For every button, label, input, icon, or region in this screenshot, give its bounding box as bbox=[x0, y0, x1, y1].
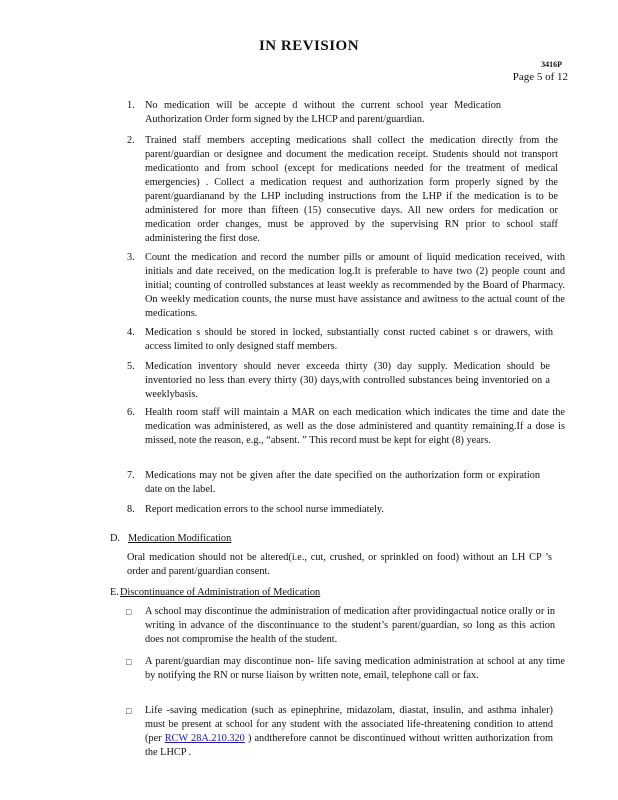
list-item-8 bbox=[127, 503, 445, 517]
item-text: Medication s should be stored in locked, substantially const ructed cabinet s or drawers, with access limited to only designed staff members. bbox=[145, 327, 553, 352]
checkbox-bullet-icon: □ bbox=[126, 657, 132, 667]
bullet-text bbox=[145, 704, 553, 760]
document-number: 3416P bbox=[541, 60, 562, 69]
list-item-7 bbox=[127, 469, 540, 497]
page-number: Page 5 of 12 bbox=[512, 71, 568, 83]
list-item-4 bbox=[127, 326, 553, 354]
item-number: 7. bbox=[127, 470, 135, 481]
bullet-item-2 bbox=[126, 655, 565, 683]
checkbox-bullet-icon: □ bbox=[126, 706, 132, 716]
section-title: Discontinuance of Administration of Medication bbox=[120, 587, 321, 598]
list-item-1 bbox=[127, 99, 501, 127]
item-number: 6. bbox=[127, 407, 135, 418]
section-d-body bbox=[127, 551, 552, 579]
rcw-link[interactable]: RCW 28A.210.320 bbox=[164, 733, 245, 744]
checkbox-bullet-icon: □ bbox=[126, 607, 132, 617]
list-item-5 bbox=[127, 360, 550, 402]
item-text: Health room staff will maintain a MAR on each medication which indicates the time and date the medication was administered, as well as the dose administered and quantity remaining.If a dose is missed, note the reason, e.g., “absent. ” This record must be kept for eight (8) years. bbox=[145, 407, 565, 446]
item-number: 3. bbox=[127, 252, 135, 263]
bullet-text: A school may discontinue the administration of medication after providingactual notice orally or in writing in advance of the discontinuance to the student’s parent/guardian, so long as this action does not compromise the health of the student. bbox=[145, 606, 555, 645]
item-text: Trained staff members accepting medications shall collect the medication directly from the parent/guardian or designee and document the medication receipt. Students should not transport medicationto and from school (except for medications needed for the treatment of medical emergencies) . Collect a medication request and authorization form properly signed by the parent/guardianand by the LHP including instructions from the LHP if the medication is to be administered for more than fifteen (15) consecutive days. All new orders for medication or medication order changes, must be approved by the supervising RN prior to school staff administering the first dose. bbox=[145, 135, 558, 244]
item-number: 1. bbox=[127, 100, 135, 111]
section-title: Medication Modification bbox=[128, 533, 232, 544]
item-number: 5. bbox=[127, 361, 135, 372]
bullet-text-pre: Life -saving medication (such as epinephrine, midazolam, diastat, insulin, and asthma inhaler) must be present at school for any student with the associated life-threatening condition to attend (per bbox=[145, 705, 553, 744]
bullet-item-3 bbox=[126, 704, 553, 760]
list-item-6 bbox=[127, 406, 565, 448]
item-number: 2. bbox=[127, 135, 135, 146]
item-text: Count the medication and record the number pills or amount of liquid medication received, with initials and date received, on the medication log.It is preferable to have two (2) people count and initial; counting of controlled substances at least weekly as recommended by the Board of Pharmacy. On weekly medication counts, the nurse must have assistance and awitness to the actual count of the medications. bbox=[145, 252, 565, 319]
item-text: Medication inventory should never exceeda thirty (30) day supply. Medication should be inventoried no less than every thirty (30) days,with controlled substances being inventoried on a weeklybasis. bbox=[145, 361, 550, 400]
section-label: D. bbox=[110, 533, 121, 544]
item-text: Report medication errors to the school nurse immediately. bbox=[145, 504, 384, 515]
item-number: 4. bbox=[127, 327, 135, 338]
revision-title: IN REVISION bbox=[258, 38, 360, 54]
section-d-text: Oral medication should not be altered(i.e., cut, crushed, or sprinkled on food) without an LH CP ’s order and parent/guardian consent. bbox=[127, 552, 552, 577]
bullet-text: A parent/guardian may discontinue non- life saving medication administration at school at any time by notifying the RN or nurse liaison by written note, email, telephone call or fax. bbox=[145, 656, 565, 681]
item-text: No medication will be accepte d without the current school year Medication Authorization Order form signed by the LHCP and parent/guardian. bbox=[145, 100, 501, 125]
bullet-text-post: ) andtherefore cannot be discontinued without written authorization from the LHCP . bbox=[145, 733, 553, 758]
list-item-2 bbox=[127, 134, 558, 246]
bullet-item-1 bbox=[126, 605, 555, 647]
section-label: E. bbox=[110, 587, 119, 598]
item-number: 8. bbox=[127, 504, 135, 515]
item-text: Medications may not be given after the date specified on the authorization form or expiration date on the label. bbox=[145, 470, 540, 495]
list-item-3 bbox=[127, 251, 565, 321]
